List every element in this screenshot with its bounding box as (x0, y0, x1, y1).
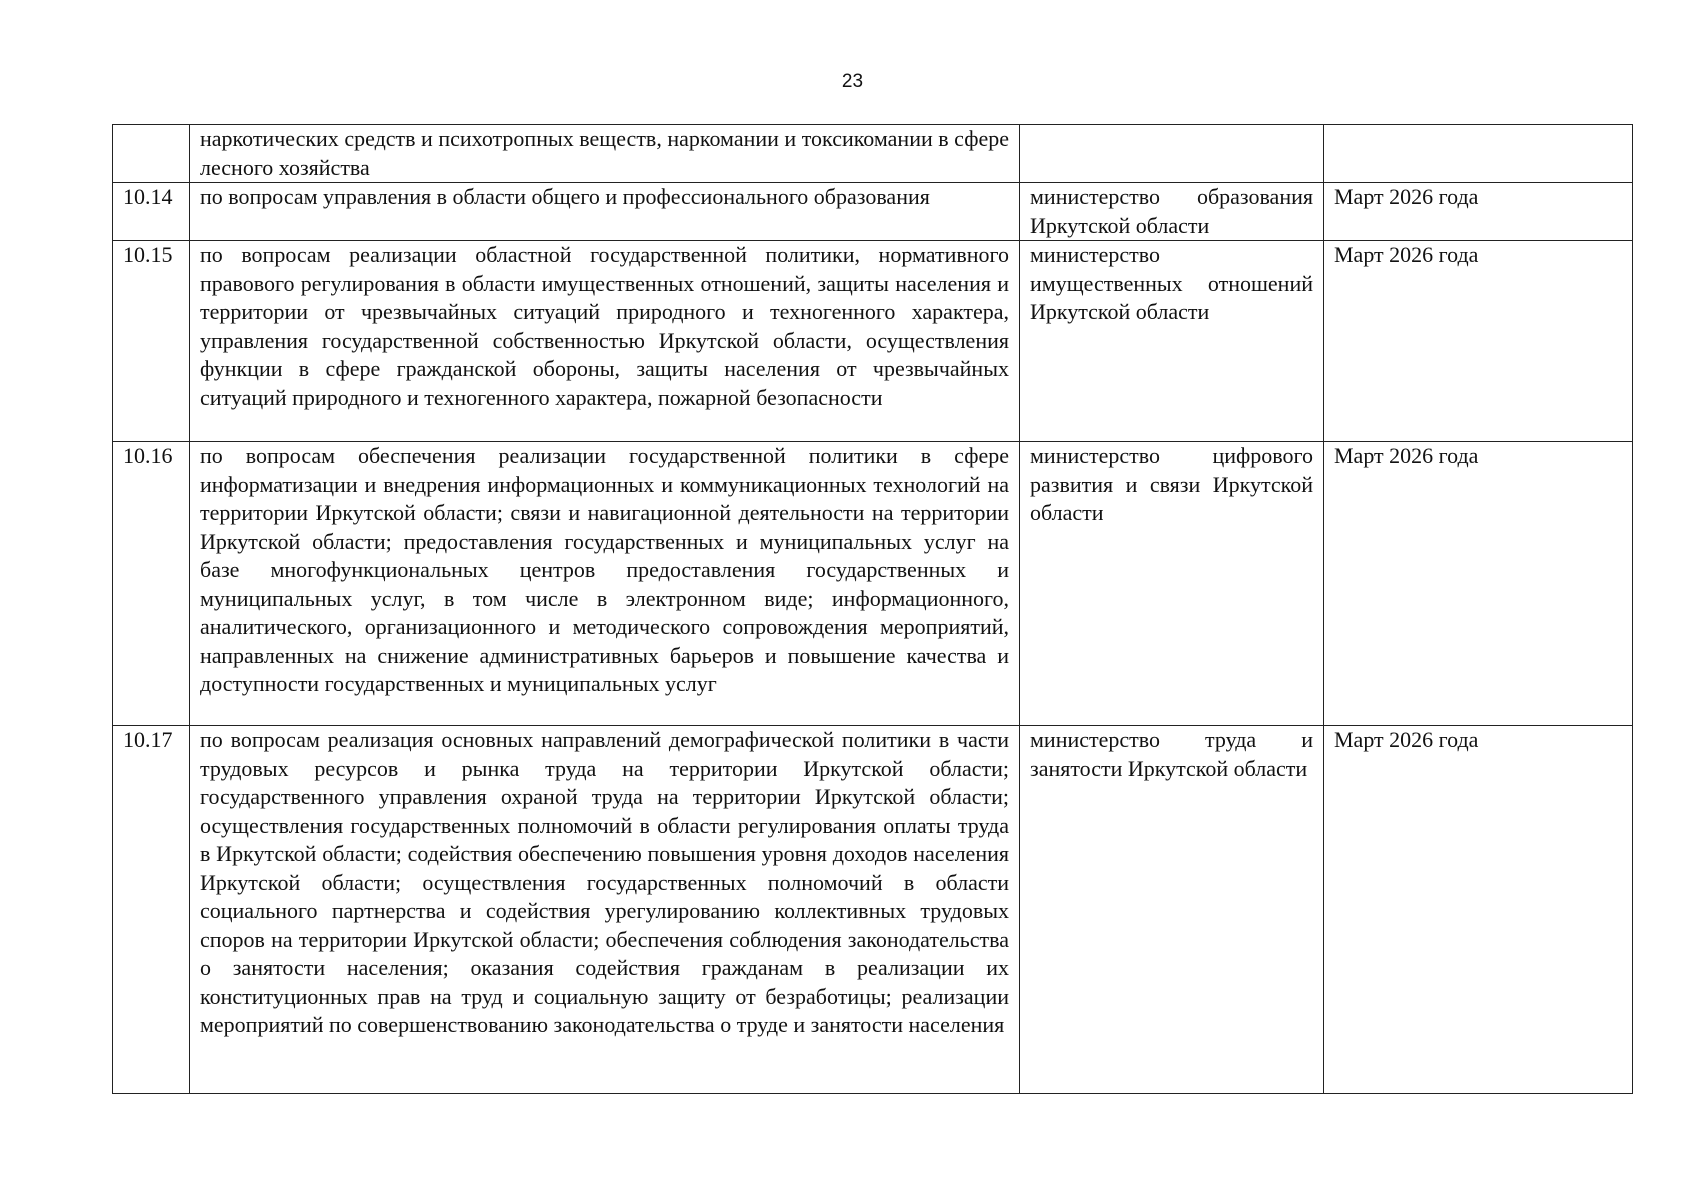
table-row-continuation (113, 125, 1633, 183)
row-number: 10.14 (113, 183, 190, 241)
row-executor: министерство труда и занятости Иркутской области (1020, 726, 1324, 1094)
page-number: 23 (841, 71, 864, 92)
row-deadline: Март 2026 года (1324, 241, 1633, 442)
row-deadline (1324, 125, 1633, 183)
row-description: по вопросам реализации областной государственной политики, нормативного правового регулирования в области имущественных отношений, защиты населения и территории от чрезвычайных ситуаций природного и техногенного характера, управления государственной собственностью Иркутской области, осуществления функции в сфере гражданской обороны, защиты населения от чрезвычайных ситуаций природного и техногенного характера, пожарной безопасности (190, 241, 1020, 442)
row-executor (1020, 125, 1324, 183)
table-row-10-14 (113, 183, 1633, 241)
row-number: 10.15 (113, 241, 190, 442)
row-executor: министерство цифрового развития и связи Иркутской области (1020, 442, 1324, 726)
row-deadline: Март 2026 года (1324, 726, 1633, 1094)
measures-table (112, 124, 1633, 1094)
row-number: 10.16 (113, 442, 190, 726)
row-deadline: Март 2026 года (1324, 442, 1633, 726)
row-description: по вопросам управления в области общего и профессионального образования (190, 183, 1020, 241)
table-row-10-16 (113, 442, 1633, 726)
row-deadline: Март 2026 года (1324, 183, 1633, 241)
table-row-10-17 (113, 726, 1633, 1094)
row-executor: министерство имущественных отношений Иркутской области (1020, 241, 1324, 442)
row-description: по вопросам реализация основных направлений демографической политики в части трудовых ресурсов и рынка труда на территории Иркутской области; государственного управления охраной труда на территории Иркутской области; осуществления государственных полномочий в области регулирования оплаты труда в Иркутской области; содействия обеспечению повышения уровня доходов населения Иркутской области; осуществления государственных полномочий в области социального партнерства и содействия урегулированию коллективных трудовых споров на территории Иркутской области; обеспечения соблюдения законодательства о занятости населения; оказания содействия гражданам в реализации их конституционных прав на труд и социальную защиту от безработицы; реализации мероприятий по совершенствованию законодательства о труде и занятости населения (190, 726, 1020, 1094)
row-executor: министерство образования Иркутской области (1020, 183, 1324, 241)
row-description: по вопросам обеспечения реализации государственной политики в сфере информатизации и внедрения информационных и коммуникационных технологий на территории Иркутской области; связи и навигационной деятельности на территории Иркутской области; предоставления государственных и муниципальных услуг на базе многофункциональных центров предоставления государственных и муниципальных услуг, в том числе в электронном виде; информационного, аналитического, организационного и методического сопровождения мероприятий, направленных на снижение административных барьеров и повышение качества и доступности государственных и муниципальных услуг (190, 442, 1020, 726)
row-number (113, 125, 190, 183)
row-description: наркотических средств и психотропных веществ, наркомании и токсикомании в сфере лесного хозяйства (190, 125, 1020, 183)
row-number: 10.17 (113, 726, 190, 1094)
table-row-10-15 (113, 241, 1633, 442)
